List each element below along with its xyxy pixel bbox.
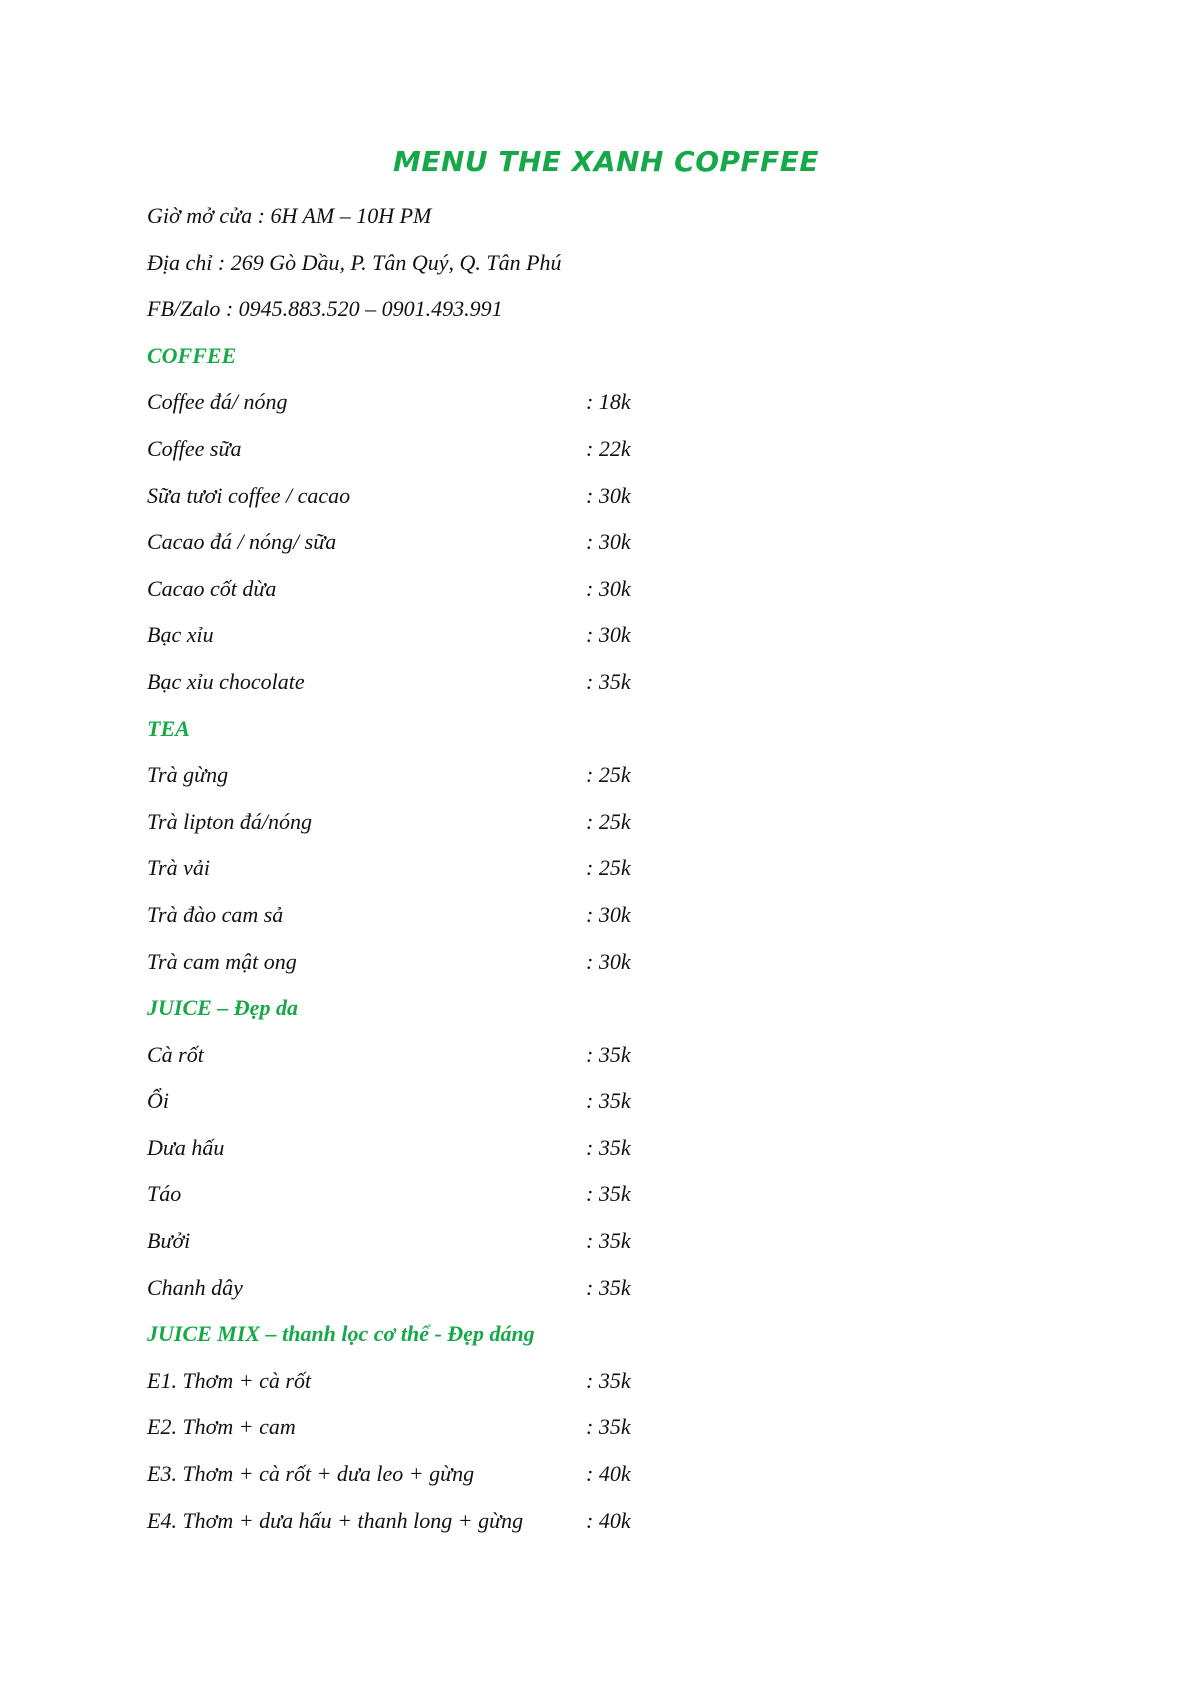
item-name: Ổi (147, 1088, 169, 1114)
menu-item (147, 752, 1047, 799)
menu-item (147, 426, 1047, 473)
menu-item (147, 1171, 1047, 1218)
item-price: : 35k (586, 668, 631, 694)
menu-content (147, 193, 1047, 1544)
menu-item (147, 612, 1047, 659)
item-name: Trà vải (147, 855, 210, 881)
item-name: E4. Thơm + dưa hấu + thanh long + gừng (147, 1507, 524, 1533)
menu-item (147, 1404, 1047, 1451)
section-title-juice: JUICE – Đẹp da (147, 995, 298, 1021)
item-name: Sữa tươi coffee / cacao (147, 482, 351, 508)
item-name: Coffee đá/ nóng (147, 389, 288, 415)
item-name: Coffee sữa (147, 435, 242, 461)
item-name: Trà đào cam sả (147, 901, 284, 927)
item-price: : 35k (586, 1367, 631, 1393)
menu-item (147, 892, 1047, 939)
menu-item (147, 1032, 1047, 1079)
item-price: : 18k (586, 389, 631, 415)
section-title-tea: TEA (147, 715, 190, 741)
item-price: : 22k (586, 435, 631, 461)
item-price: : 35k (586, 1414, 631, 1440)
item-name: Chanh dây (147, 1274, 243, 1300)
item-name: E2. Thơm + cam (147, 1414, 296, 1440)
item-price: : 30k (586, 529, 631, 555)
menu-item (147, 799, 1047, 846)
item-price: : 30k (586, 575, 631, 601)
menu-item (147, 519, 1047, 566)
menu-item (147, 659, 1047, 706)
item-price: : 30k (586, 948, 631, 974)
item-name: Bạc xỉu chocolate (147, 668, 305, 694)
item-price: : 35k (586, 1088, 631, 1114)
menu-title: MENU THE XANH COPFFEE (392, 145, 820, 178)
menu-item (147, 1358, 1047, 1405)
contact-info: FB/Zalo : 0945.883.520 – 0901.493.991 (147, 296, 503, 322)
section-title-juice-mix: JUICE MIX – thanh lọc cơ thể - Đẹp dáng (147, 1321, 535, 1347)
item-name: E1. Thơm + cà rốt (147, 1367, 312, 1393)
menu-item (147, 1125, 1047, 1172)
item-price: : 30k (586, 901, 631, 927)
item-name: Trà cam mật ong (147, 948, 297, 974)
menu-item (147, 566, 1047, 613)
item-price: : 25k (586, 855, 631, 881)
item-price: : 35k (586, 1181, 631, 1207)
menu-item (147, 1078, 1047, 1125)
item-name: Cacao cốt dừa (147, 575, 277, 601)
item-name: Bạc xỉu (147, 622, 214, 648)
item-price: : 35k (586, 1134, 631, 1160)
item-name: Trà lipton đá/nóng (147, 808, 313, 834)
item-price: : 30k (586, 622, 631, 648)
item-name: Táo (147, 1181, 182, 1207)
item-name: Bưởi (147, 1228, 191, 1254)
item-name: Cacao đá / nóng/ sữa (147, 529, 337, 555)
menu-item (147, 473, 1047, 520)
opening-hours: Giờ mở cửa : 6H AM – 10H PM (147, 203, 432, 228)
item-price: : 40k (586, 1507, 631, 1533)
address: Địa chỉ : 269 Gò Dầu, P. Tân Quý, Q. Tân Phú (147, 249, 562, 275)
item-price: : 40k (586, 1461, 631, 1487)
item-name: E3. Thơm + cà rốt + dưa leo + gừng (147, 1461, 475, 1487)
item-price: : 25k (586, 808, 631, 834)
menu-item (147, 1265, 1047, 1312)
menu-item (147, 1451, 1047, 1498)
item-name: Dưa hấu (147, 1134, 225, 1160)
menu-item (147, 379, 1047, 426)
item-name: Cà rốt (147, 1041, 204, 1067)
menu-item (147, 1498, 1047, 1545)
item-price: : 30k (586, 482, 631, 508)
menu-item (147, 1218, 1047, 1265)
item-price: : 35k (586, 1228, 631, 1254)
menu-item (147, 845, 1047, 892)
item-name: Trà gừng (147, 762, 229, 788)
section-title-coffee: COFFEE (147, 342, 237, 368)
item-price: : 35k (586, 1274, 631, 1300)
item-price: : 25k (586, 762, 631, 788)
menu-item (147, 939, 1047, 986)
item-price: : 35k (586, 1041, 631, 1067)
